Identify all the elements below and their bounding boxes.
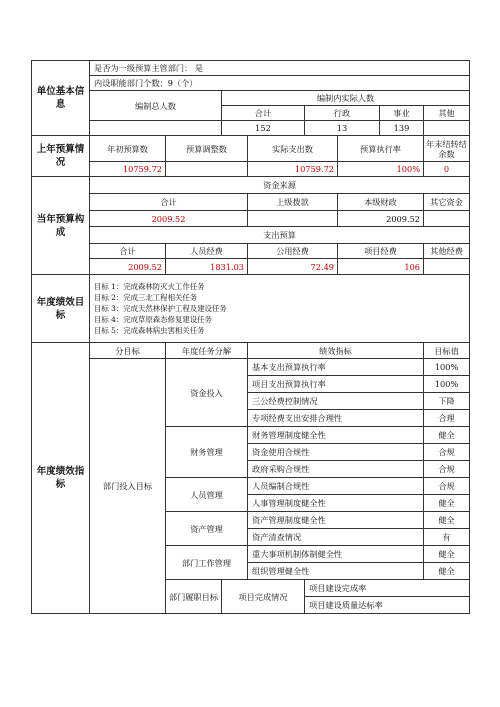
prev-val-adjust: [166, 162, 248, 177]
indicator-name: 重大事项机制体制健全性: [248, 546, 424, 563]
indicator-target: 健全: [424, 495, 470, 512]
ind-header-task: 年度任务分解: [166, 343, 248, 359]
ind-header-indicator: 绩效指标: [248, 343, 424, 359]
indicator-name: 资产管理制度健全性: [248, 512, 424, 529]
headcount-col-inst: 事业: [380, 106, 424, 121]
headcount-val-total: 152: [222, 121, 305, 136]
basic-info-label: 单位基本信息: [32, 61, 90, 136]
indicator-target: 100%: [424, 376, 470, 393]
task-cell: 人员管理: [166, 478, 248, 512]
indicator-name: 组织管理健全性: [248, 563, 424, 580]
indicator-name: 人事管理制度健全性: [248, 495, 424, 512]
annual-goals-list: [90, 275, 470, 343]
internal-dept-line: 内设职能部门个数：9（个）: [90, 76, 470, 91]
headcount-col-total: 合计: [222, 106, 305, 121]
annual-goals-label: 年度绩效目标: [32, 275, 90, 343]
spending-header-other: 其他经费: [424, 244, 470, 259]
prev-val-initial: 10759.72: [90, 162, 166, 177]
spending-header-public: 公用经费: [248, 244, 338, 259]
task-cell: 项目完成情况: [222, 580, 305, 614]
goal-item: 目标 5：完成森林病虫害相关任务: [94, 326, 205, 335]
prev-val-actual: 10759.72: [248, 162, 338, 177]
prev-val-rate: 100%: [338, 162, 424, 177]
funding-val-local: 2009.52: [338, 211, 424, 227]
indicator-target: 合规: [424, 461, 470, 478]
indicator-target: 下降: [424, 393, 470, 410]
funding-header-local: 本级财政: [338, 194, 424, 211]
indicator-name: 三公经费控制情况: [248, 393, 424, 410]
spending-val-public: 72.49: [248, 259, 338, 275]
headcount-val-inst: 139: [380, 121, 424, 136]
current-year-label: 当年预算构成: [32, 177, 90, 275]
indicator-name: 基本支出预算执行率: [248, 359, 424, 376]
spending-val-project: 106: [338, 259, 424, 275]
funding-val-upper: [248, 211, 338, 227]
ind-header-subgoal: 分目标: [90, 343, 166, 359]
indicator-target: 健全: [424, 546, 470, 563]
indicator-target: 合规: [424, 478, 470, 495]
indicator-target: 健全: [424, 563, 470, 580]
indicator-target: 100%: [424, 359, 470, 376]
headcount-actual-label: 编制内实际人数: [222, 91, 470, 106]
prev-header-actual: 实际支出数: [248, 136, 338, 162]
headcount-val-admin: 13: [305, 121, 380, 136]
funding-header-total: 合计: [90, 194, 248, 211]
indicator-target: 合规: [424, 444, 470, 461]
funding-header-other: 其它资金: [424, 194, 470, 211]
spending-header-project: 项目经费: [338, 244, 424, 259]
spending-val-total: 2009.52: [90, 259, 166, 275]
spending-val-personnel: 1831.03: [166, 259, 248, 275]
funding-val-total: 2009.52: [90, 211, 248, 227]
indicator-name: 专项经费支出安排合理性: [248, 410, 424, 427]
task-cell: 资产管理: [166, 512, 248, 546]
headcount-col-other: 其他: [424, 106, 470, 121]
indicators-label: 年度绩效指标: [32, 343, 90, 614]
subgoal-perform: 部门履职目标: [166, 580, 222, 614]
goal-item: 目标 2：完成三北工程相关任务: [94, 293, 198, 302]
headcount-col-admin: 行政: [305, 106, 380, 121]
indicator-name: 政府采购合规性: [248, 461, 424, 478]
spending-header-total: 合计: [90, 244, 166, 259]
prev-header-initial: 年初预算数: [90, 136, 166, 162]
task-cell: 部门工作管理: [166, 546, 248, 580]
spending-header-personnel: 人员经费: [166, 244, 248, 259]
indicator-target: 合理: [424, 410, 470, 427]
indicator-name: 财务管理制度健全性: [248, 427, 424, 444]
indicator-name: 资产清查情况: [248, 529, 424, 546]
task-cell: 资金投入: [166, 359, 248, 427]
prev-val-carry: 0: [424, 162, 470, 177]
task-cell: 财务管理: [166, 427, 248, 478]
headcount-empty-cell: [90, 121, 222, 136]
goal-item: 目标 4：完成草原森态修复建设任务: [94, 315, 212, 324]
performance-table: [31, 60, 470, 614]
indicator-name: 资金使用合规性: [248, 444, 424, 461]
prev-header-adjust: 预算调整数: [166, 136, 248, 162]
goal-item: 目标 3：完成天然林保护工程及建设任务: [94, 304, 227, 313]
prev-year-label: 上年预算情况: [32, 136, 90, 177]
headcount-val-other: [424, 121, 470, 136]
spending-val-other: [424, 259, 470, 275]
goal-item: 目标 1：完成森林防灭火工作任务: [94, 282, 205, 291]
subgoal-input: 部门投入目标: [90, 359, 166, 614]
prev-header-rate: 预算执行率: [338, 136, 424, 162]
funding-header-upper: 上级拨款: [248, 194, 338, 211]
indicator-target: 健全: [424, 427, 470, 444]
indicator-name: 人员编制合规性: [248, 478, 424, 495]
spending-title: 支出预算: [90, 227, 470, 244]
indicator-target: 健全: [424, 512, 470, 529]
ind-header-target: 目标值: [424, 343, 470, 359]
funding-title: 资金来源: [90, 177, 470, 194]
headcount-total-label: 编制总人数: [90, 91, 222, 121]
indicator-target: 有: [424, 529, 470, 546]
primary-dept-line: 是否为一级预算主管部门： 是: [90, 61, 470, 76]
prev-header-carry: 年末结转结余数: [424, 136, 470, 162]
indicator-name: 项目支出预算执行率: [248, 376, 424, 393]
indicator-name: 项目建设质量达标率: [305, 597, 470, 614]
funding-val-other: [424, 211, 470, 227]
indicator-name: 项目建设完成率: [305, 580, 470, 597]
